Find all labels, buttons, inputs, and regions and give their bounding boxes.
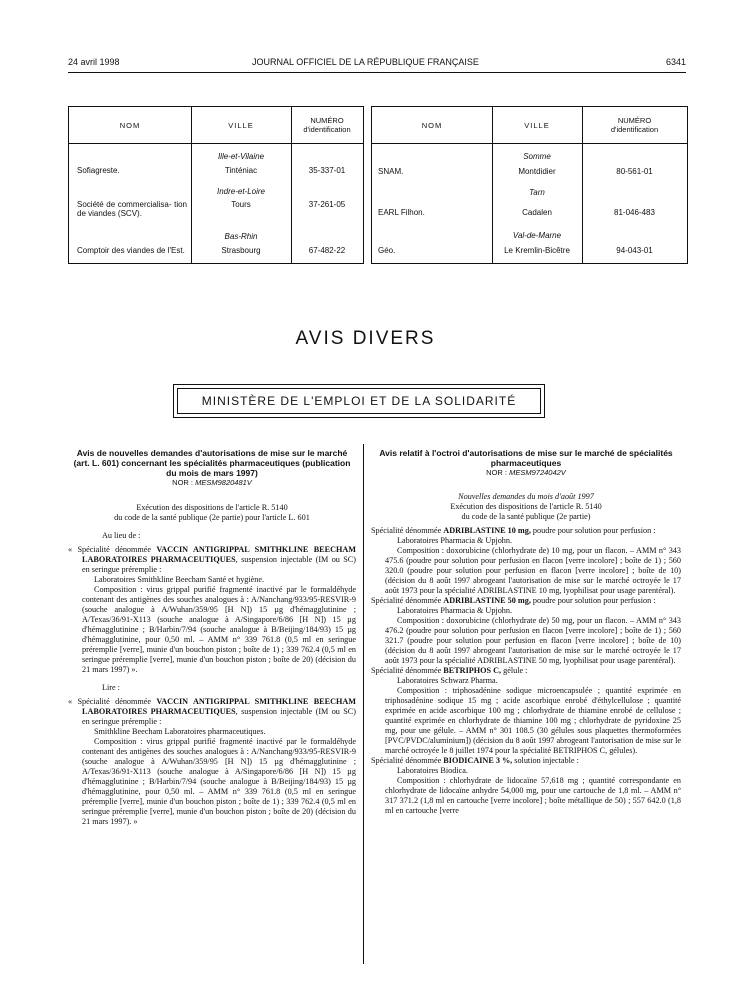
spec-paragraph: Spécialité dénommée BIODICAINE 3 %, solution injectable :	[371, 756, 579, 765]
table-row-nom: Géo.	[378, 246, 396, 255]
lab-paragraph: Laboratoires Biodica.	[397, 766, 468, 775]
table-row-nom: SNAM.	[378, 167, 404, 176]
right-column	[371, 448, 681, 816]
spec-paragraph: « Spécialité dénommée VACCIN ANTIGRIPPAL SMITHKLINE BEECHAM LABORATOIRES PHARMACEUTIQUES, suspension injectable (IM ou SC) en seringue préremplie :	[68, 545, 356, 574]
table-row-region: Bas-Rhin	[224, 232, 258, 241]
composition-paragraph: Composition : doxorubicine (chlorhydrate de) 50 mg, pour un flacon. – AMM n° 343 476.2 (poudre pour solution pour perfusion en flacon [verre incolore] ; boîte de 1) ; 560 321.7 (poudre pour solution pour perfusion en flacon [verre incolore] ; boîte de 10) (décision du 8 août 1997 abrogeant l'autorisation de mise sur le marché octroyée le 17 août 1973 pour la spécialité ADRIBLASTINE 50 mg, lyophilisat pour usage parentéral).	[385, 616, 681, 665]
table-row-ville: Tinténiac	[224, 166, 258, 175]
lab-paragraph: Laboratoires Schwarz Pharma.	[397, 676, 498, 685]
header-date: 24 avril 1998	[68, 57, 120, 67]
lab-paragraph: Laboratoires Pharmacia & Upjohn.	[397, 536, 513, 545]
table-row-nom: Société de commercialisa- tion de viandes (SCV).	[77, 200, 187, 218]
lab-paragraph: Laboratoires Smithkline Beecham Santé et hygiène.	[94, 575, 265, 584]
table-left	[68, 106, 364, 264]
table-row-numero: 94-043-01	[616, 246, 653, 255]
spec-paragraph: Spécialité dénommée BETRIPHOS C, gélule :	[371, 666, 528, 675]
table-row-numero: 37-261-05	[308, 200, 346, 209]
spec-paragraph: Spécialité dénommée ADRIBLASTINE 50 mg, poudre pour solution pour perfusion :	[371, 596, 656, 605]
table-row-ville: Tours	[231, 200, 251, 209]
composition-paragraph: Composition : chlorhydrate de lidocaïne 57,618 mg ; quantité correspondante en chlorhydrate de lidocaïne anhydre 54,000 mg, pour une cartouche de 1,8 ml. – AMM n° 317 371.2 (1,8 ml en cartouche [verre incolore] ; boîte métallique de 50) ; 557 642.0 (1,8 ml en cartouche [verre	[385, 776, 681, 815]
left-nor: NOR : MESM9820481V	[172, 478, 252, 487]
right-subheading: Nouvelles demandes du mois d'août 1997	[458, 492, 594, 501]
table-row-ville: Strasbourg	[221, 246, 261, 255]
left-heading: Avis de nouvelles demandes d'autorisations de mise sur le marché (art. L. 601) concernant les spécialités pharmaceutiques (publication du mois de mars 1997)	[73, 448, 351, 478]
spec-paragraph: Spécialité dénommée ADRIBLASTINE 10 mg, poudre pour solution pour perfusion :	[371, 526, 656, 535]
ministry-banner: MINISTÈRE DE L'EMPLOI ET DE LA SOLIDARITÉ	[177, 388, 541, 414]
table-row-region: Somme	[523, 152, 551, 161]
table-row-numero: 80-561-01	[616, 167, 653, 176]
right-exec-line2: du code de la santé publique (2e partie)	[461, 512, 591, 521]
table-row-numero: 35-337-01	[308, 166, 346, 175]
composition-paragraph: Composition : doxorubicine (chlorhydrate de) 10 mg, pour un flacon. – AMM n° 343 475.6 (poudre pour solution pour perfusion en flacon [verre incolore] ; boîte de 1) ; 560 320.0 (poudre pour solution pour perfusion en flacon [verre incolore] ; boîte de 10) (décision du 8 août 1997 abrogeant l'autorisation de mise sur le marché octroyée le 17 août 1973 pour la spécialité ADRIBLASTINE 10 mg, lyophilisat pour usage parentéral).	[385, 546, 681, 595]
table-row-nom: Sofiagreste.	[77, 166, 120, 175]
header-page-number: 6341	[665, 57, 686, 67]
table-row-region: Val-de-Marne	[512, 231, 562, 240]
table-row-nom: EARL Filhon.	[378, 208, 425, 217]
right-heading: Avis relatif à l'octroi d'autorisations de mise sur le marché de spécialités pharmaceutiques	[379, 448, 673, 468]
lab-paragraph: Laboratoires Pharmacia & Upjohn.	[397, 606, 513, 615]
col-header-nom: NOM	[372, 107, 492, 144]
left-exec-line1: Exécution des dispositions de l'article R. 5140	[136, 503, 288, 512]
table-row-numero: 81-046-483	[614, 208, 655, 217]
table-row-region: Tarn	[529, 188, 545, 197]
col-header-ville: VILLE	[492, 107, 582, 144]
right-exec-line1: Exécution des dispositions de l'article R. 5140	[450, 502, 602, 511]
table-row-ville: Cadalen	[522, 208, 552, 217]
col-header-numero: NUMÉRO d'identification	[291, 107, 363, 144]
section-title: AVIS DIVERS	[295, 328, 436, 349]
lab-paragraph: Smithkline Beecham Laboratoires pharmaceutiques.	[94, 727, 266, 736]
composition-paragraph: Composition : triphosadénine sodique microencapsulée ; quantité exprimée en triphosadénine sodique 15 mg ; acide ascorbique enrobé d'éthylcellulose ; quantité exprimée en acide ascorbique 100 mg ; chlorhydrate de thiamine enrobé de cellulose ; quantité exprimée en chlorhydrate de thiamine 100 mg ; chlorhydrate de pyridoxine 25 mg, pour une gélule. – AMM n° 301 108.5 (30 gélules sous plaquettes thermoformées [PVC/PVDC/aluminium]) (décision du 8 août 1997 abrogeant l'autorisation de mise sur le marché octroyée le 8 juillet 1974 pour la spécialité BETRIPHOS C, gélules).	[385, 686, 681, 755]
col-header-ville: VILLE	[191, 107, 291, 144]
table-row-ville: Montdidier	[518, 167, 556, 176]
column-divider	[363, 444, 364, 964]
col-header-nom: NOM	[69, 107, 191, 144]
left-column	[68, 448, 356, 827]
right-nor: NOR : MESM9724042V	[486, 468, 566, 477]
lire-label: Lire :	[102, 683, 120, 692]
composition-paragraph: Composition : virus grippal purifié fragmenté inactivé par le formaldéhyde contenant des antigènes des souches analogues à : A/Nanchang/933/95-RESVIR-9 (souche analogue à A/Wuhan/359/95 [H N]) 15 µg d'hémagglutinine ; A/Texas/36/91-X113 (souche analogue à A/Singapore/6/86 [H N]) 15 µg d'hémagglutinine ; B/Harbin/7/94 (souche analogue à B/Beijing/184/93) 15 µg d'hémagglutinine, pour 0,50 ml. – AMM n° 339 761.8 (0,5 ml en seringue préremplie [verre], munie d'un bouchon piston ; boîte de 1) ; 339 762.4 (0,5 ml en seringue préremplie [verre], munie d'un bouchon piston ; boîte de 20) (décision du 21 mars 1997). »	[82, 737, 356, 826]
spec-paragraph: « Spécialité dénommée VACCIN ANTIGRIPPAL SMITHKLINE BEECHAM LABORATOIRES PHARMACEUTIQUES, suspension injectable (IM ou SC) en seringue préremplie :	[68, 697, 356, 726]
table-row-region: Ille-et-Vilaine	[217, 152, 265, 161]
table-row-numero: 67-482-22	[308, 246, 346, 255]
col-header-numero: NUMÉRO d'identification	[582, 107, 687, 144]
header-journal-title: JOURNAL OFFICIEL DE LA RÉPUBLIQUE FRANÇAISE	[252, 57, 479, 67]
left-exec-line2: du code de la santé publique (2e partie) pour l'article L. 601	[114, 513, 310, 522]
header-rule	[68, 72, 686, 73]
table-row-region: Indre-et-Loire	[216, 187, 266, 196]
table-row-ville: Le Kremlin-Bicêtre	[504, 246, 570, 255]
composition-paragraph: Composition : virus grippal purifié fragmenté inactivé par le formaldéhyde contenant des antigènes des souches analogues à : A/Nanchang/933/95-RESVIR-9 (souche analogue à A/Wuhan/359/95 [H N]) 15 µg d'hémagglutinine ; A/Texas/36/91-X113 (souche analogue à A/Singapore/6/86 [H N]) 15 µg d'hémagglutinine ; B/Harbin/7/94 (souche analogue à B/Beijing/184/93) 15 µg d'hémagglutinine, pour 0,50 ml. – AMM n° 339 761.8 (0,5 ml en seringue préremplie [verre], munie d'un bouchon piston ; boîte de 1) ; 339 762.4 (0,5 ml en seringue préremplie [verre], munie d'un bouchon piston ; boîte de 20) (décision du 21 mars 1997) ».	[82, 585, 356, 674]
table-right	[371, 106, 688, 264]
table-row-nom: Comptoir des viandes de l'Est.	[77, 246, 185, 255]
au-lieu-label: Au lieu de :	[102, 531, 141, 540]
